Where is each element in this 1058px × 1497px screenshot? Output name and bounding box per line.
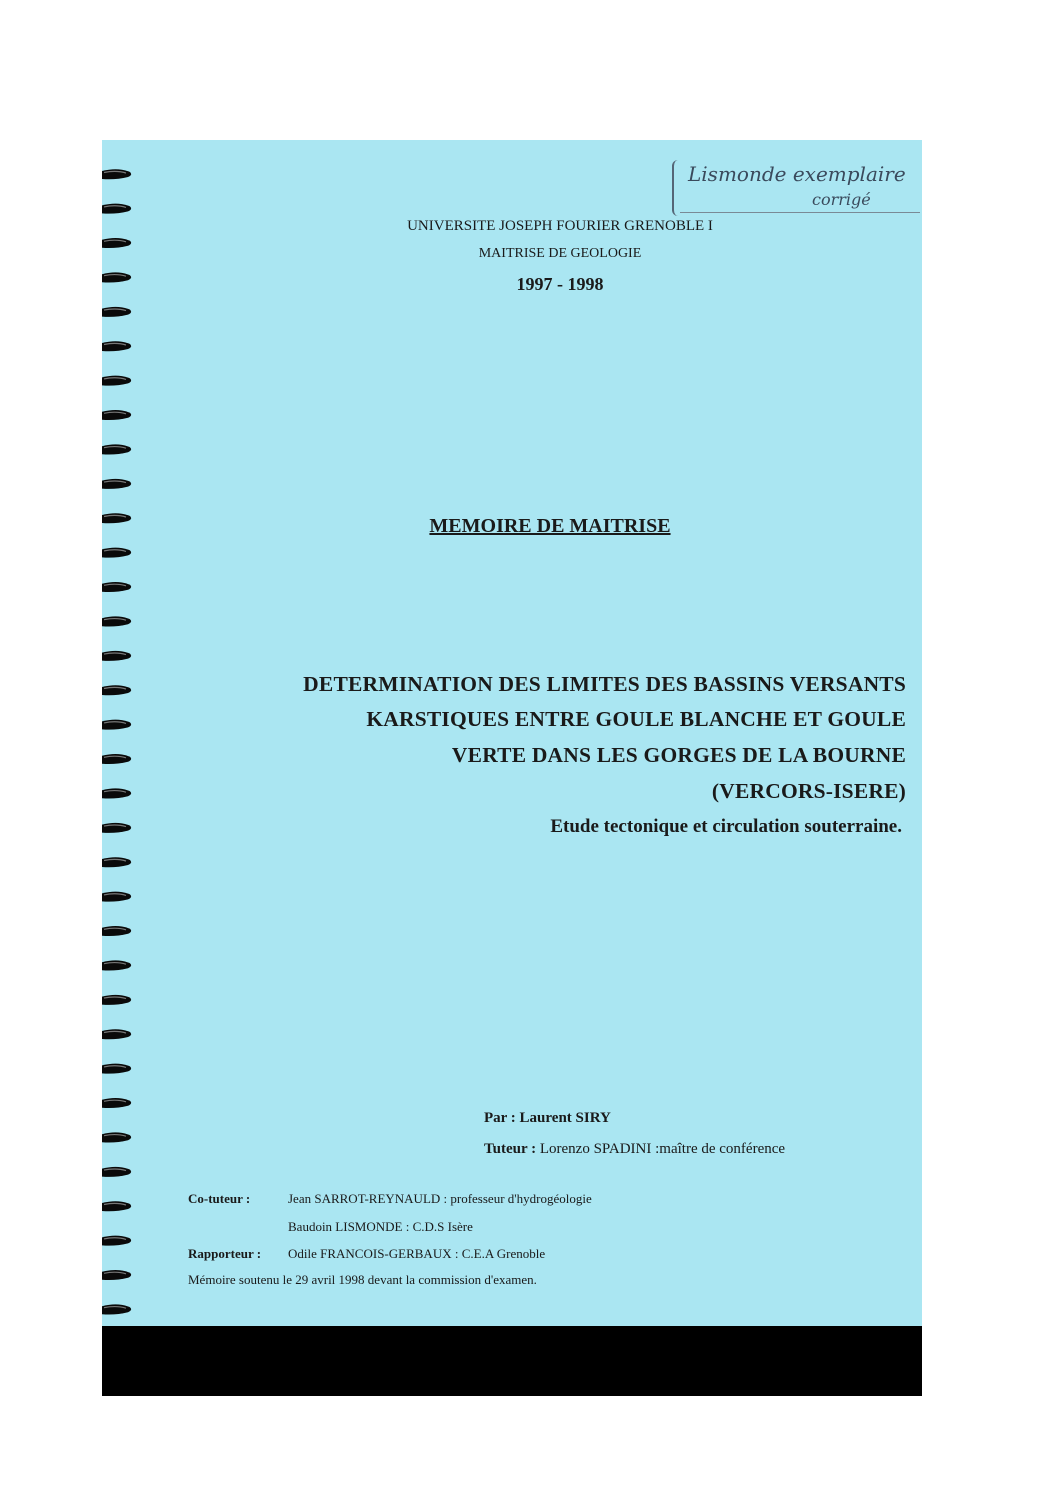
title-line-1: DETERMINATION DES LIMITES DES BASSINS VERSANTS <box>303 672 906 696</box>
binding-ring <box>102 1201 131 1211</box>
binding-ring <box>102 410 131 420</box>
rapporteur-label: Rapporteur : <box>188 1246 262 1261</box>
binding-ring <box>102 685 131 695</box>
binding-ring <box>102 479 131 489</box>
title-line-4: (VERCORS-ISERE) <box>711 779 906 803</box>
binding-ring <box>102 857 131 867</box>
co-tutor-label: Co-tuteur : <box>188 1191 251 1206</box>
spiral-binding <box>100 165 134 1325</box>
binding-ring <box>102 995 131 1005</box>
handwritten-note <box>670 150 930 225</box>
author-name: Laurent SIRY <box>519 1110 611 1126</box>
tutor-label: Tuteur : <box>484 1141 537 1157</box>
author-line <box>484 1110 611 1127</box>
binding-ring <box>102 1236 131 1246</box>
binding-ring <box>102 960 131 970</box>
handwritten-line-2: corrigé <box>812 190 871 209</box>
title-line-2: KARSTIQUES ENTRE GOULE BLANCHE ET GOULE <box>366 707 906 731</box>
tutor-value: Lorenzo SPADINI :maître de conférence <box>539 1141 786 1157</box>
binding-ring <box>102 926 131 936</box>
binding-ring <box>102 892 131 902</box>
binding-ring <box>102 272 131 282</box>
title-line-3: VERTE DANS LES GORGES DE LA BOURNE <box>451 743 906 767</box>
subtitle: Etude tectonique et circulation souterraine. <box>550 816 902 837</box>
tutor-line <box>484 1141 785 1158</box>
binding-ring <box>102 788 131 798</box>
binding-ring <box>102 444 131 454</box>
binding-ring <box>102 616 131 626</box>
co-tutor-value-2: Baudoin LISMONDE : C.D.S Isère <box>288 1219 473 1234</box>
binding-ring <box>102 720 131 730</box>
binding-ring <box>102 169 131 179</box>
degree-name: MAITRISE DE GEOLOGIE <box>478 246 642 261</box>
binding-ring <box>102 376 131 386</box>
handwritten-bracket <box>672 160 684 216</box>
binding-ring <box>102 513 131 523</box>
handwritten-underline <box>680 212 920 213</box>
binding-ring <box>102 823 131 833</box>
binding-ring <box>102 754 131 764</box>
binding-ring <box>102 204 131 214</box>
binding-ring <box>102 1132 131 1142</box>
binding-ring <box>102 1167 131 1177</box>
document-type-heading: MEMOIRE DE MAITRISE <box>429 515 671 537</box>
defense-note: Mémoire soutenu le 29 avril 1998 devant la commission d'examen. <box>188 1272 537 1287</box>
binding-ring <box>102 1304 131 1314</box>
binding-ring <box>102 1064 131 1074</box>
binding-ring <box>102 548 131 558</box>
rapporteur-value: Odile FRANCOIS-GERBAUX : C.E.A Grenoble <box>288 1246 546 1261</box>
binding-ring <box>102 341 131 351</box>
co-tutor-value-1: Jean SARROT-REYNAULD : professeur d'hydrogéologie <box>288 1191 592 1206</box>
author-label: Par : <box>484 1110 516 1126</box>
binding-ring <box>102 1029 131 1039</box>
binding-ring <box>102 651 131 661</box>
binding-ring <box>102 307 131 317</box>
binding-ring <box>102 238 131 248</box>
academic-years: 1997 - 1998 <box>516 274 604 294</box>
binding-ring <box>102 1270 131 1280</box>
university-name: UNIVERSITE JOSEPH FOURIER GRENOBLE I <box>407 218 713 234</box>
binding-ring <box>102 1098 131 1108</box>
scan-shadow-bar <box>102 1326 922 1396</box>
handwritten-line-1: Lismonde exemplaire <box>688 162 906 186</box>
binding-ring <box>102 582 131 592</box>
